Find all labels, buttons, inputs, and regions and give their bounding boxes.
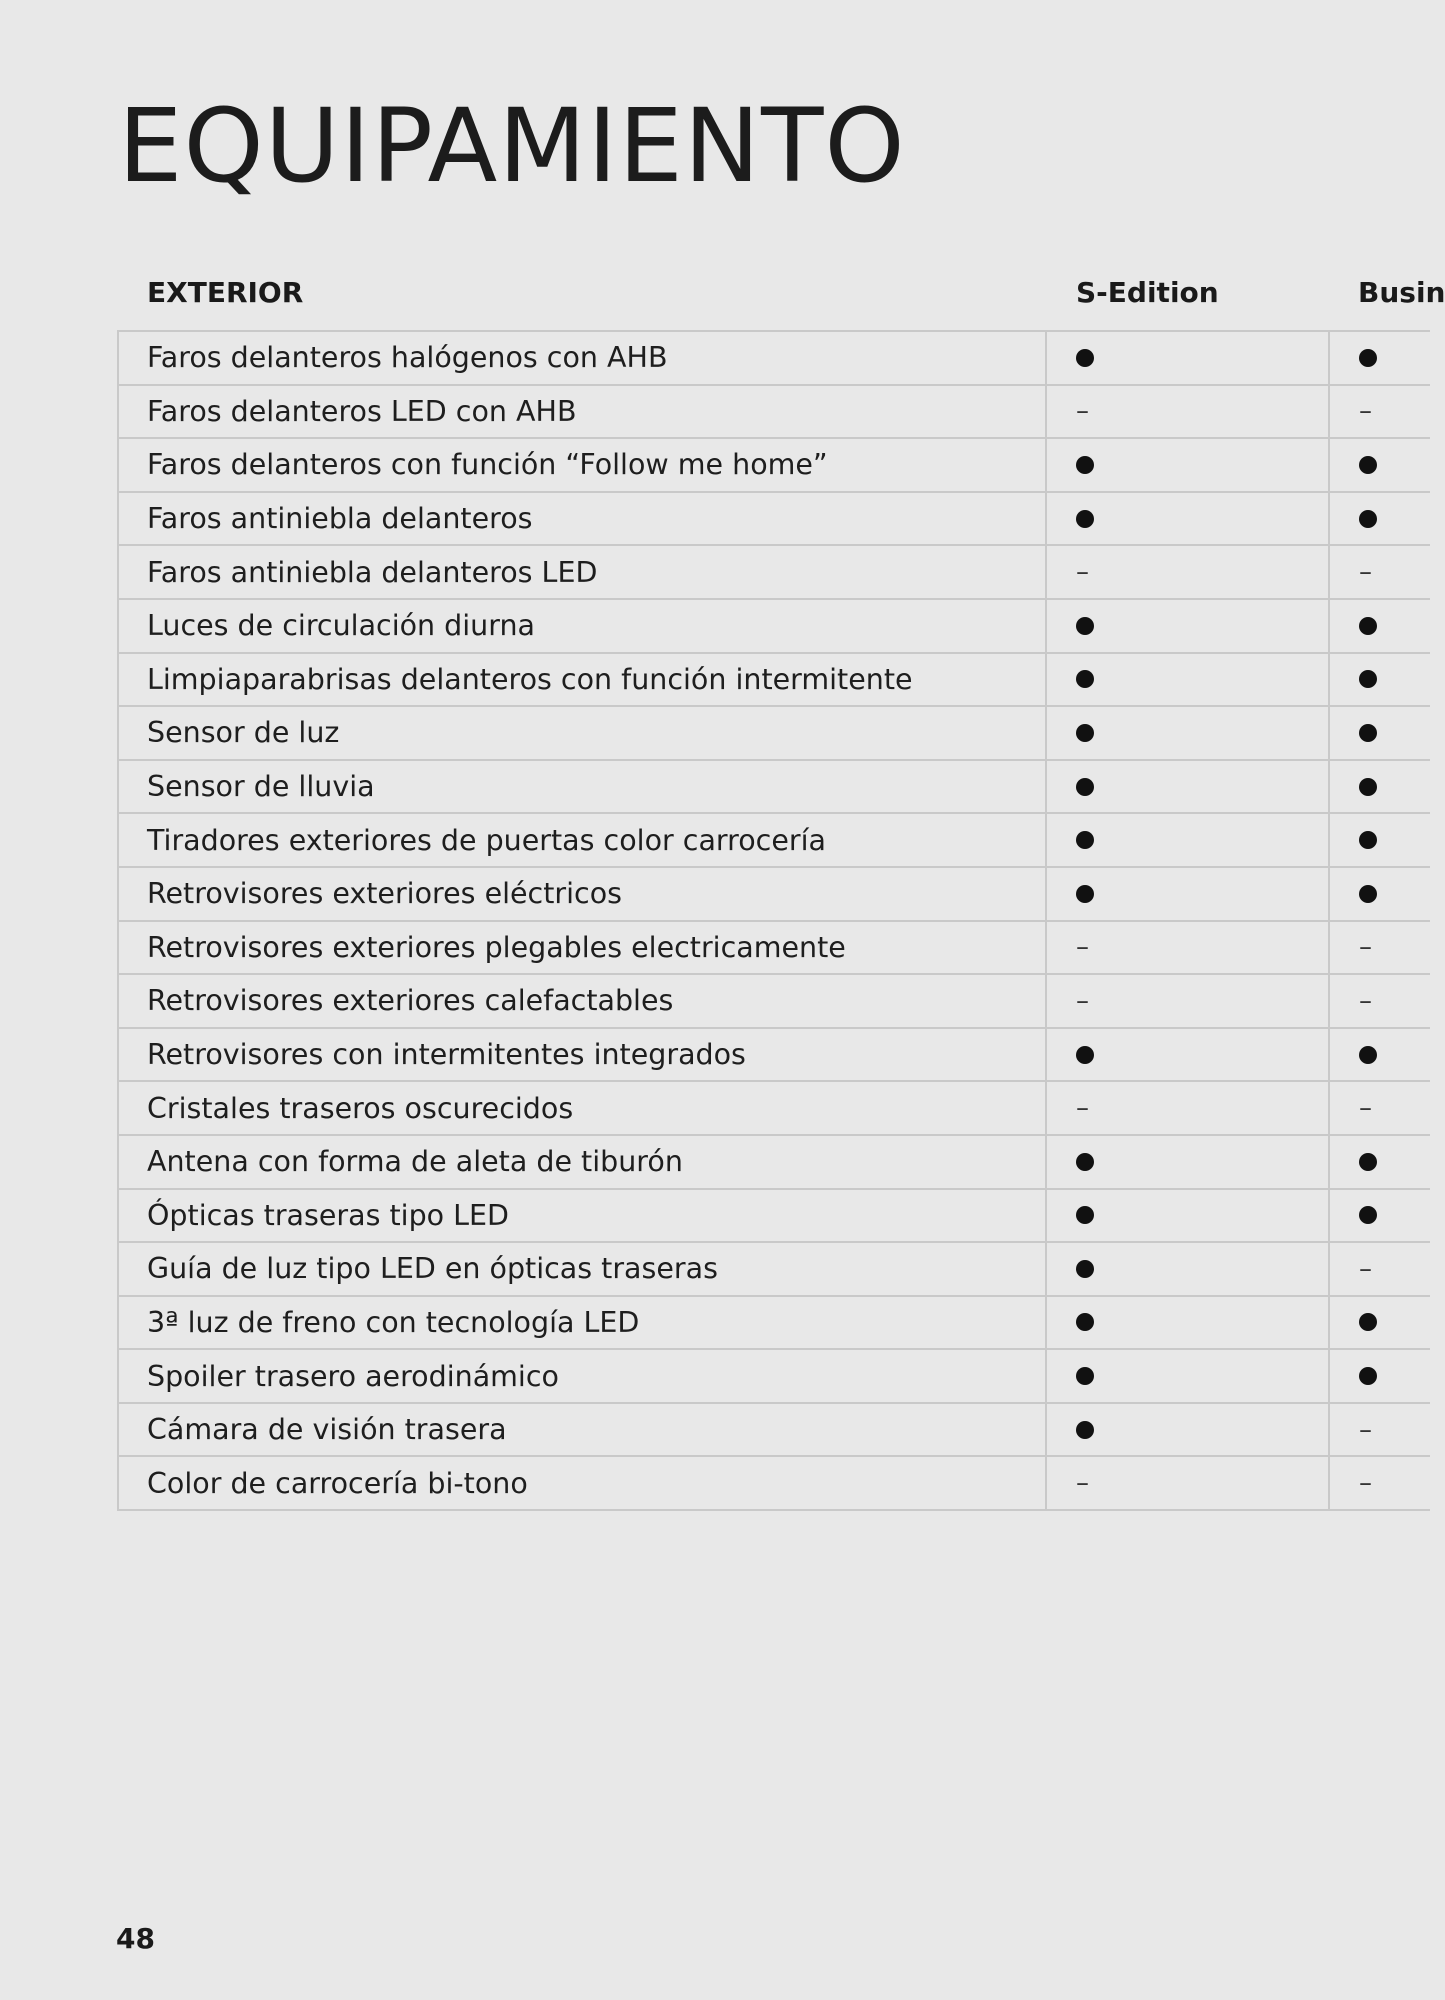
column-header-s-edition: S-Edition [1076,276,1219,309]
feature-label: Luces de circulación diurna [119,600,1047,652]
table-row [119,868,1430,922]
cell-business [1330,1136,1430,1188]
included-dot-icon [1076,617,1094,635]
table-row [119,761,1430,815]
not-available-dash: – [1076,985,1089,1016]
feature-label: Retrovisores exteriores eléctricos [119,868,1047,920]
included-dot-icon [1076,831,1094,849]
feature-label: Faros delanteros LED con AHB [119,386,1047,438]
cell-business [1330,868,1430,920]
table-row [119,386,1430,440]
feature-label: Faros delanteros halógenos con AHB [119,332,1047,384]
cell-s-edition [1047,600,1330,652]
not-available-dash: – [1359,396,1372,427]
included-dot-icon [1076,456,1094,474]
cell-s-edition [1047,707,1330,759]
not-available-dash: – [1359,1093,1372,1124]
cell-business [1330,975,1430,1027]
included-dot-icon [1359,885,1377,903]
feature-label: Antena con forma de aleta de tiburón [119,1136,1047,1188]
included-dot-icon [1359,1367,1377,1385]
cell-business [1330,1404,1430,1456]
included-dot-icon [1076,1206,1094,1224]
not-available-dash: – [1076,932,1089,963]
section-header: EXTERIOR [147,276,304,309]
cell-business [1330,1029,1430,1081]
included-dot-icon [1076,1421,1094,1439]
feature-label: Limpiaparabrisas delanteros con función intermitente [119,654,1047,706]
feature-label: 3ª luz de freno con tecnología LED [119,1297,1047,1349]
included-dot-icon [1359,349,1377,367]
feature-label: Ópticas traseras tipo LED [119,1190,1047,1242]
cell-s-edition [1047,1404,1330,1456]
cell-business [1330,1243,1430,1295]
included-dot-icon [1076,1313,1094,1331]
equipment-table [117,330,1430,1511]
feature-label: Retrovisores con intermitentes integrados [119,1029,1047,1081]
cell-business [1330,1190,1430,1242]
cell-business [1330,814,1430,866]
included-dot-icon [1076,349,1094,367]
feature-label: Color de carrocería bi-tono [119,1457,1047,1509]
feature-label: Guía de luz tipo LED en ópticas traseras [119,1243,1047,1295]
page-number: 48 [116,1922,155,1955]
feature-label: Tiradores exteriores de puertas color carrocería [119,814,1047,866]
included-dot-icon [1076,1367,1094,1385]
not-available-dash: – [1076,1468,1089,1499]
included-dot-icon [1076,1153,1094,1171]
table-row [119,1190,1430,1244]
cell-s-edition [1047,546,1330,598]
not-available-dash: – [1359,1468,1372,1499]
cell-s-edition [1047,386,1330,438]
cell-business [1330,1457,1430,1509]
cell-business [1330,386,1430,438]
included-dot-icon [1359,456,1377,474]
feature-label: Sensor de lluvia [119,761,1047,813]
included-dot-icon [1359,1313,1377,1331]
cell-business [1330,332,1430,384]
table-row [119,1297,1430,1351]
cell-business [1330,1082,1430,1134]
table-row [119,546,1430,600]
cell-s-edition [1047,1029,1330,1081]
cell-s-edition [1047,654,1330,706]
not-available-dash: – [1076,557,1089,588]
included-dot-icon [1359,724,1377,742]
included-dot-icon [1359,617,1377,635]
page-title: EQUIPAMIENTO [118,87,906,206]
cell-business [1330,761,1430,813]
included-dot-icon [1076,510,1094,528]
table-row [119,814,1430,868]
included-dot-icon [1076,670,1094,688]
not-available-dash: – [1359,932,1372,963]
table-row [119,1082,1430,1136]
included-dot-icon [1076,724,1094,742]
not-available-dash: – [1359,1414,1372,1445]
table-row [119,439,1430,493]
cell-s-edition [1047,439,1330,491]
included-dot-icon [1359,831,1377,849]
cell-s-edition [1047,922,1330,974]
table-row [119,1404,1430,1458]
cell-business [1330,654,1430,706]
cell-business [1330,546,1430,598]
cell-business [1330,439,1430,491]
table-row [119,332,1430,386]
cell-s-edition [1047,1457,1330,1509]
cell-s-edition [1047,1136,1330,1188]
not-available-dash: – [1359,985,1372,1016]
table-row [119,600,1430,654]
included-dot-icon [1076,1046,1094,1064]
table-row [119,975,1430,1029]
cell-s-edition [1047,1082,1330,1134]
cell-s-edition [1047,1350,1330,1402]
feature-label: Cristales traseros oscurecidos [119,1082,1047,1134]
table-row [119,1350,1430,1404]
included-dot-icon [1076,778,1094,796]
cell-s-edition [1047,1190,1330,1242]
not-available-dash: – [1359,1253,1372,1284]
cell-business [1330,1350,1430,1402]
cell-business [1330,1297,1430,1349]
cell-s-edition [1047,761,1330,813]
cell-s-edition [1047,332,1330,384]
table-row [119,1457,1430,1511]
cell-business [1330,707,1430,759]
included-dot-icon [1076,1260,1094,1278]
not-available-dash: – [1359,557,1372,588]
cell-business [1330,922,1430,974]
column-header-business: Busin [1358,276,1445,309]
feature-label: Faros delanteros con función “Follow me home” [119,439,1047,491]
included-dot-icon [1359,1206,1377,1224]
cell-s-edition [1047,1297,1330,1349]
table-row [119,707,1430,761]
feature-label: Retrovisores exteriores calefactables [119,975,1047,1027]
included-dot-icon [1359,1046,1377,1064]
cell-s-edition [1047,493,1330,545]
cell-business [1330,600,1430,652]
table-row [119,654,1430,708]
included-dot-icon [1359,1153,1377,1171]
included-dot-icon [1076,885,1094,903]
table-row [119,1029,1430,1083]
feature-label: Cámara de visión trasera [119,1404,1047,1456]
feature-label: Faros antiniebla delanteros [119,493,1047,545]
feature-label: Sensor de luz [119,707,1047,759]
included-dot-icon [1359,778,1377,796]
included-dot-icon [1359,510,1377,528]
cell-business [1330,493,1430,545]
cell-s-edition [1047,868,1330,920]
table-row [119,922,1430,976]
not-available-dash: – [1076,396,1089,427]
feature-label: Faros antiniebla delanteros LED [119,546,1047,598]
cell-s-edition [1047,1243,1330,1295]
included-dot-icon [1359,670,1377,688]
cell-s-edition [1047,975,1330,1027]
table-row [119,493,1430,547]
feature-label: Retrovisores exteriores plegables electricamente [119,922,1047,974]
feature-label: Spoiler trasero aerodinámico [119,1350,1047,1402]
cell-s-edition [1047,814,1330,866]
table-row [119,1243,1430,1297]
table-row [119,1136,1430,1190]
not-available-dash: – [1076,1093,1089,1124]
